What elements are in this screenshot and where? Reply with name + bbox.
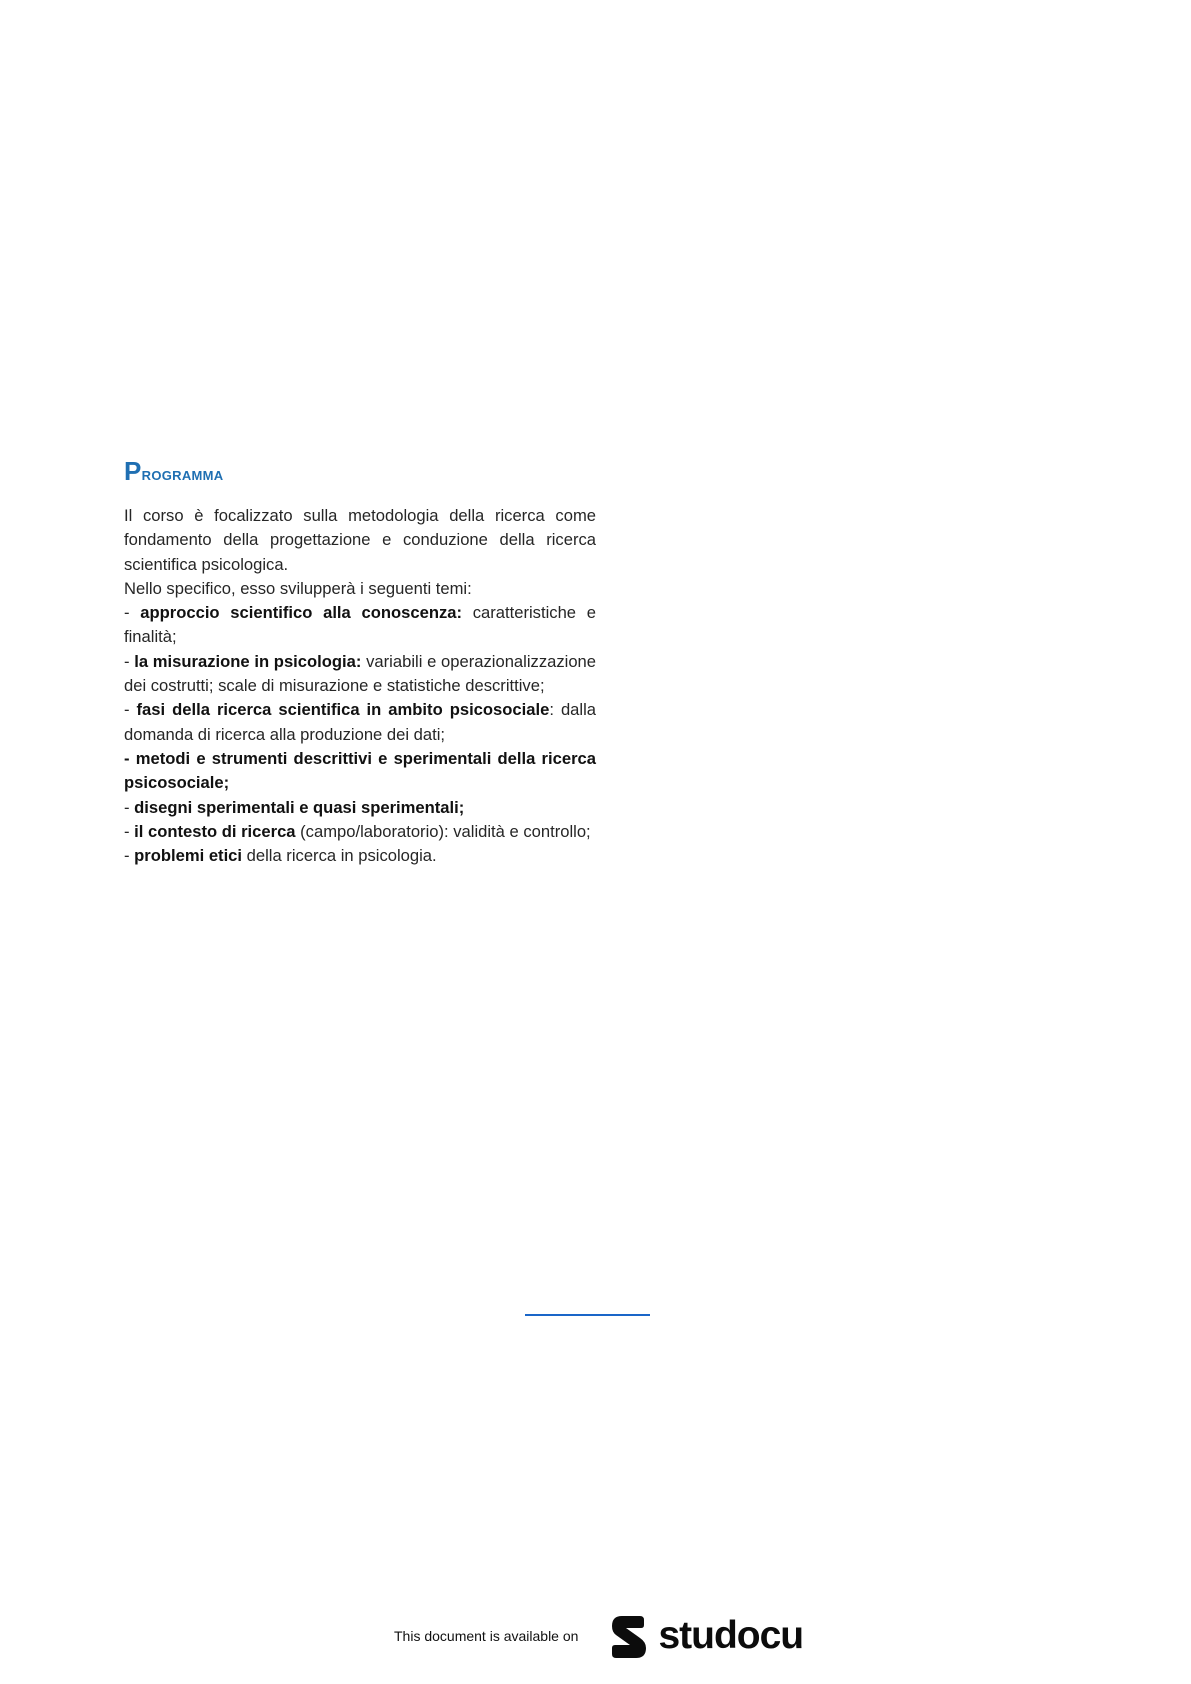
section-title <box>124 456 596 490</box>
topic-item <box>124 796 596 820</box>
section-title-rest: rogramma <box>141 464 224 485</box>
section-body <box>124 504 596 868</box>
topic-prefix: - <box>124 797 135 817</box>
topic-item <box>124 747 596 796</box>
footer-available-text: This document is available on <box>394 1628 579 1644</box>
topic-rest: (campo/laboratorio): validità e controllo; <box>295 821 591 841</box>
topic-bold: la misurazione in psicologia: <box>134 651 362 671</box>
topic-rest: : dalla domanda di ricerca alla produzione dei dati; <box>124 700 597 744</box>
topic-prefix: - <box>124 821 135 841</box>
topic-bold: - metodi e strumenti descrittivi e sperimentali della ricerca psicosociale; <box>124 748 596 793</box>
programma-section <box>124 456 596 868</box>
topic-item <box>124 650 596 699</box>
topic-prefix: - <box>124 846 135 866</box>
footer <box>394 1610 803 1662</box>
topic-item <box>124 601 596 650</box>
intro-paragraph-2: Nello specifico, esso svilupperà i seguenti temi: <box>124 578 472 598</box>
topic-rest: variabili e operazionalizzazione dei costrutti; scale di misurazione e statistiche descrittive; <box>124 651 597 696</box>
topic-prefix: - <box>124 700 137 720</box>
topic-prefix: - <box>124 603 141 623</box>
topic-rest: della ricerca in psicologia. <box>242 846 437 866</box>
topic-item <box>124 820 596 844</box>
topic-bold: approccio scientifico alla conoscenza: <box>140 603 463 623</box>
section-title-cap: P <box>124 456 142 486</box>
topic-rest: caratteristiche e finalità; <box>124 603 596 647</box>
studocu-s-icon <box>604 1612 652 1660</box>
studocu-wordmark: studocu <box>658 1614 804 1657</box>
studocu-logo[interactable] <box>604 1612 803 1660</box>
topic-bold: il contesto di ricerca <box>134 821 296 841</box>
topic-prefix: - <box>124 651 135 671</box>
topic-item <box>124 844 596 868</box>
intro-paragraph: Il corso è focalizzato sulla metodologia della ricerca come fondamento della progettazione e conduzione della ricerca scientifica psicologica. <box>124 506 596 574</box>
topic-bold: problemi etici <box>134 846 243 866</box>
topic-item <box>124 698 596 747</box>
link-underline[interactable] <box>525 1314 650 1316</box>
topic-bold: fasi della ricerca scientifica in ambito psicosociale <box>136 700 550 720</box>
topic-bold: disegni sperimentali e quasi sperimentali; <box>134 797 465 817</box>
